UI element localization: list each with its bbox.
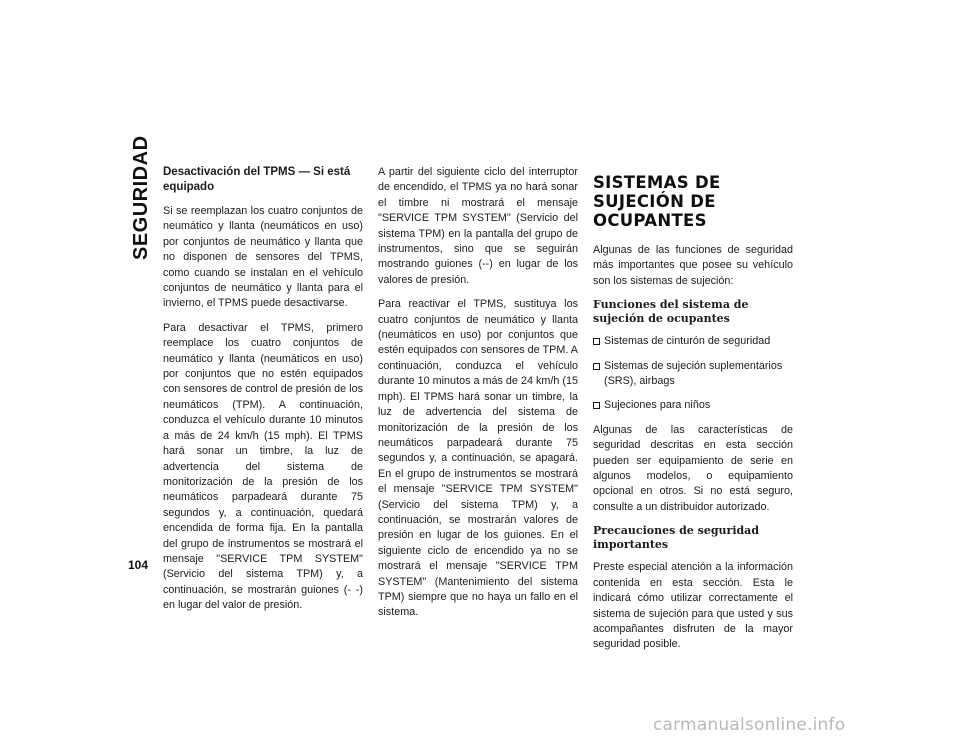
square-bullet-icon	[593, 402, 600, 409]
paragraph: Si se reemplazan los cuatro conjuntos de neumático y llanta (neumáticos en uso) por conjuntos de neumático y llanta que no disponen de sensores del TPMS, como cuando se instalan en el vehículo conjuntos de neumático y llanta para el invierno, el TPMS puede desactivarse.	[163, 205, 363, 310]
paragraph: Algunas de las funciones de seguridad más importantes que posee su vehículo son los sistemas de sujeción:	[593, 244, 793, 287]
list-item	[593, 359, 793, 390]
section-heading: SISTEMAS DE SUJECIÓN DE OCUPANTES	[593, 173, 721, 230]
tpms-deactivation-heading: Desactivación del TPMS — Si está equipado	[163, 166, 351, 193]
square-bullet-icon	[593, 338, 600, 345]
paragraph: Preste especial atención a la información contenida en esta sección. Esta le indicará cómo utilizar correctamente el sistema de sujeción para que usted y sus acompañantes disfruten de la mayor seguridad posible.	[593, 561, 793, 651]
watermark: carmanualsonline.info	[653, 715, 846, 735]
paragraph: Para desactivar el TPMS, primero reemplace los cuatro conjuntos de neumático y llanta (neumáticos en uso) por conjuntos que no estén equipados con sensores de control de presión de los neumáticos (TPM). A continuación, conduzca el vehículo durante 10 minutos a más de 24 km/h (15 mph). El TPMS hará sonar un timbre, la luz de advertencia del sistema de monitorización de la presión de los neumáticos parpadeará durante 75 segundos y, a continuación, quedará encendida de forma fija. En la pantalla del grupo de instrumentos se mostrará el mensaje "SERVICE TPM SYSTEM" (Servicio del sistema TPM) y, a continuación, se mostrarán guiones (- -) en lugar del valor de presión.	[163, 321, 363, 612]
page-number: 104	[128, 558, 149, 572]
column-2	[378, 165, 578, 630]
subheading-restraint-functions: Funciones del sistema de sujeción de ocupantes	[593, 298, 749, 326]
paragraph: Para reactivar el TPMS, sustituya los cuatro conjuntos de neumático y llanta (neumáticos en uso) por conjuntos que estén equipados con sensores de TPM. A continuación, conduzca el vehículo durante 10 minutos a más de 24 km/h (15 mph). El TPMS hará sonar un timbre, la luz de advertencia del sistema de monitorización de la presión de los neumáticos parpadeará durante 75 segundos y, a continuación, se apagará. En el grupo de instrumentos se mostrará el mensaje "SERVICE TPM SYSTEM" (Servicio del sistema TPM) y, a continuación, se mostrarán valores de presión en lugar de los guiones. En el siguiente ciclo de encendido ya no se mostrará el mensaje "SERVICE TPM SYSTEM" (Mantenimiento del sistema TPM) siempre que no haya un fallo en el sistema.	[378, 298, 578, 619]
list-item	[593, 398, 793, 413]
paragraph: A partir del siguiente ciclo del interruptor de encendido, el TPMS ya no hará sonar el timbre ni mostrará el mensaje "SERVICE TPM SYSTEM" (Servicio del sistema TPM) en la pantalla del grupo de instrumentos, sino que se seguirán mostrando guiones (--) en lugar de los valores de presión.	[378, 166, 578, 286]
column-1	[163, 165, 363, 623]
restraint-list	[593, 334, 793, 414]
list-item-label: Sujeciones para niños	[604, 399, 711, 412]
subheading-safety-precautions: Precauciones de seguridad importantes	[593, 524, 760, 552]
list-item-label: Sistemas de cinturón de seguridad	[604, 335, 771, 348]
section-tab: SEGURIDAD	[130, 135, 152, 260]
square-bullet-icon	[593, 363, 600, 370]
list-item-label: Sistemas de sujeción suplementarios (SRS), airbags	[604, 359, 783, 388]
paragraph: Algunas de las características de seguridad descritas en esta sección pueden ser equipamiento de serie en algunos modelos, o equipamiento opcional en otros. Si no está seguro, consulte a un distribuidor autorizado.	[593, 423, 793, 513]
list-item	[593, 334, 793, 349]
column-3	[593, 165, 793, 662]
